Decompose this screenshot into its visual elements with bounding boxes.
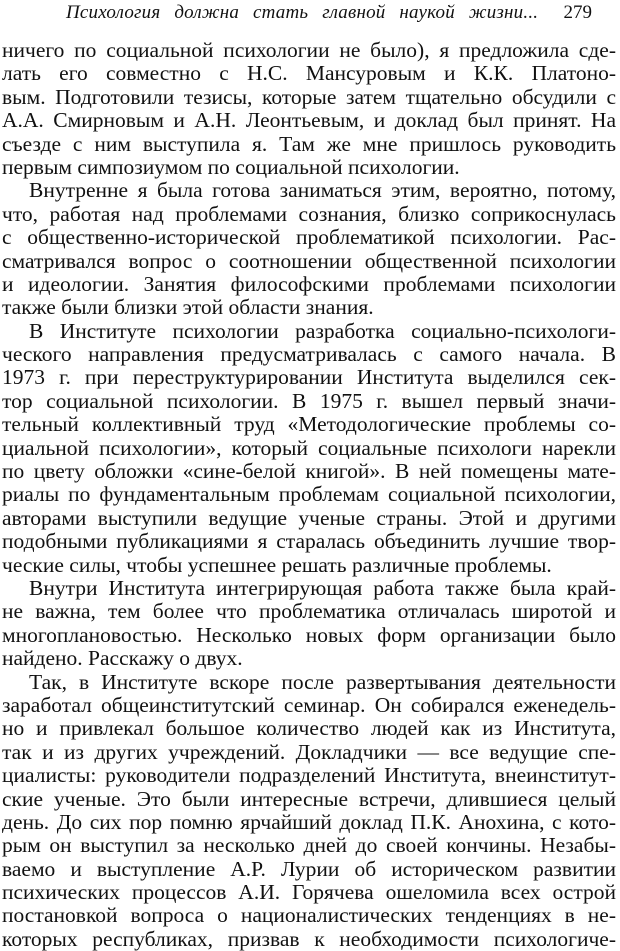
text-line: 1973 г. при переструктурировании Института выделился сек-: [2, 365, 616, 390]
text-line: рым он выступил за несколько дней до своей кончины. Незабы-: [2, 833, 616, 858]
paragraph: [2, 320, 616, 577]
text-line: ческие силы, чтобы успешнее решать различные проблемы.: [2, 552, 552, 577]
text-line: психических процессов А.И. Горячева ошеломила всех острой: [2, 880, 616, 905]
text-line: циальной психологии», который социальные психологи нарекли: [2, 435, 616, 460]
text-line: первым симпозиумом по социальной психологии.: [2, 154, 460, 179]
text-line: ские ученые. Это были интересные встречи, длившиеся целый: [2, 786, 616, 811]
text-line: В Институте психологии разработка социально-психологи-: [29, 318, 616, 343]
text-line: многоплановостью. Несколько новых форм организации было: [2, 622, 616, 647]
text-line: и идеологии. Занятия философскими проблемами психологии: [2, 271, 616, 296]
paragraph: [2, 179, 616, 319]
text-line: не важна, тем более что проблематика отличалась широтой и: [2, 599, 616, 624]
running-title: Психология должна стать главной наукой жизни...: [66, 2, 539, 23]
text-line: вым. Подготовили тезисы, которые затем тщательно обсудили с: [2, 84, 616, 109]
text-line: тор социальной психологии. В 1975 г. вышел первый значи-: [2, 388, 616, 413]
body-text: [2, 39, 616, 951]
text-line: которых республиках, призвав к необходимости психологиче-: [2, 926, 616, 951]
text-line: также были близки этой области знания.: [2, 295, 374, 320]
text-line: Внутри Института интегрирующая работа также была край-: [29, 575, 616, 600]
paragraph: [2, 577, 616, 671]
text-line: найдено. Расскажу о двух.: [2, 646, 243, 671]
text-line: тельный коллективный труд «Методологические проблемы со-: [2, 412, 616, 437]
text-line: но и привлекал большое количество людей как из Института,: [2, 716, 616, 741]
text-line: Так, в Институте вскоре после развертывания деятельности: [29, 669, 616, 694]
text-line: авторами выступили ведущие ученые страны. Этой и другими: [2, 505, 616, 530]
text-line: А.А. Смирновым и А.Н. Леонтьевым, и доклад был принят. На: [2, 108, 616, 133]
text-line: ничего по социальной психологии не было), я предложила сде-: [2, 38, 616, 62]
text-line: ческого направления предусматривалась с самого начала. В: [2, 342, 616, 367]
page-number: 279: [563, 2, 592, 23]
paragraph: [2, 39, 616, 179]
text-line: Внутренне я была готова заниматься этим, вероятно, потому,: [29, 178, 616, 203]
text-line: циалисты: руководители подразделений Института, внеинститут-: [2, 763, 616, 788]
text-line: съезде с ним выступила я. Там же мне пришлось руководить: [2, 131, 616, 156]
text-line: постановкой вопроса о националистических тенденциях в не-: [2, 903, 616, 928]
paragraph: [2, 671, 616, 951]
text-line: что, работая над проблемами сознания, близко соприкоснулась: [2, 201, 616, 226]
text-line: с общественно-исторической проблематикой психологии. Рас-: [2, 225, 616, 250]
text-line: заработал общеинститутский семинар. Он собирался еженедель-: [2, 692, 616, 717]
text-line: ваемо и выступление А.Р. Лурии об историческом развитии: [2, 856, 616, 881]
text-line: так и из других учреждений. Докладчики — все ведущие спе-: [2, 739, 616, 764]
text-line: риалы по фундаментальным проблемам социальной психологии,: [2, 482, 616, 507]
text-line: подобными публикациями я старалась объединить лучшие твор-: [2, 529, 616, 554]
page-header: [0, 2, 620, 28]
text-line: лать его совместно с Н.С. Мансуровым и К.К. Платоно-: [2, 61, 616, 86]
text-line: сматривался вопрос о соотношении общественной психологии: [2, 248, 616, 273]
text-line: день. До сих пор помню ярчайший доклад П.К. Анохина, с кото-: [2, 809, 616, 834]
text-line: по цвету обложки «сине-белой книгой». В ней помещены мате-: [2, 459, 616, 484]
